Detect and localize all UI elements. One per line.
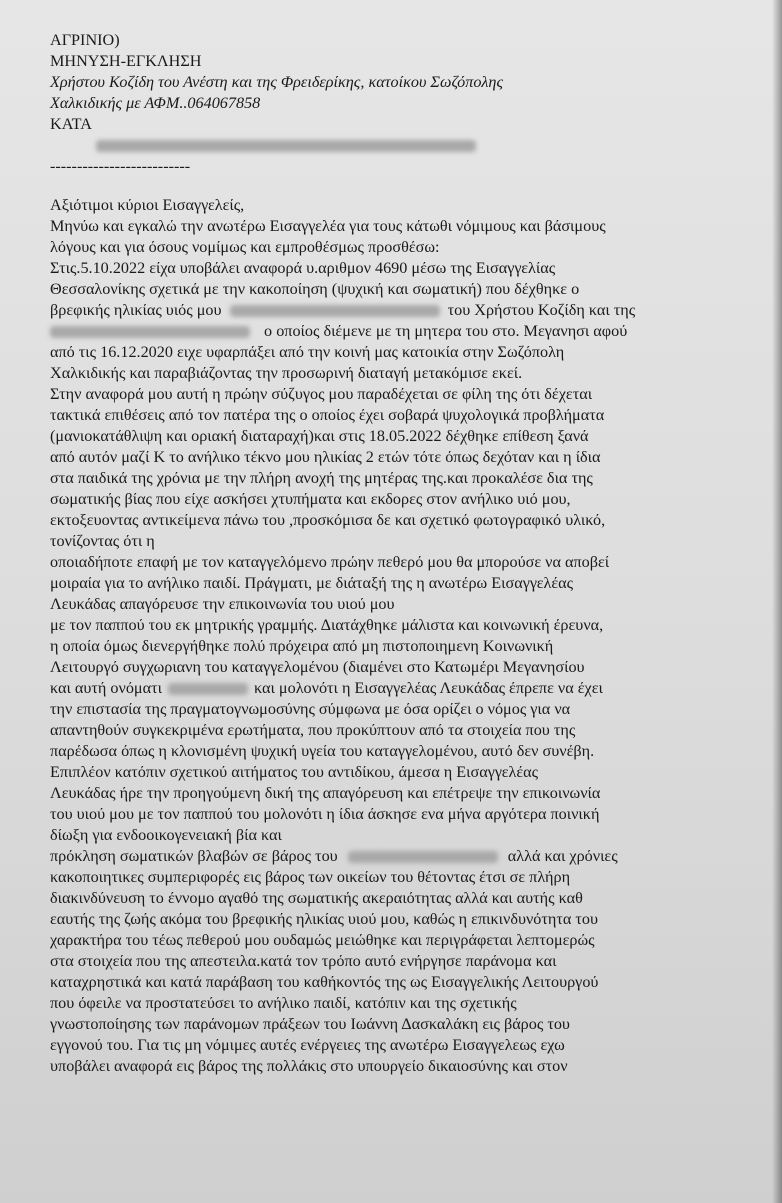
- body-text: και μολονότι η Εισαγγελέας Λευκάδας έπρεπε να έχει: [254, 679, 603, 697]
- redacted-name-row: [50, 135, 750, 156]
- page-edge-shadow: [772, 0, 782, 1203]
- redaction-blur: [168, 683, 248, 695]
- redaction-blur: [230, 305, 440, 317]
- body-line: εκτοξευοντας αντικείμενα πάνω του ,προσκόμισα δε και σχετικό φωτογραφικό υλικό,: [50, 511, 606, 529]
- body-line: από αυτόν μαζί Κ το ανήλικο τέκνο μου ηλικίας 2 ετών τότε όπως δεχόταν και η ίδια: [50, 448, 601, 466]
- body-line: εγγονού του. Για τις μη νόμιμες αυτές ενέργειες της ανωτέρω Εισαγγελεως εχω: [50, 1036, 565, 1054]
- header-line-4: Χαλκιδικής με ΑΦΜ..064067858: [50, 94, 261, 112]
- body-line: καταχρηστικά και κατά παράβαση του καθήκοντός της ως Εισαγγελικής Λειτουργού: [50, 973, 599, 991]
- body-line: [50, 678, 750, 699]
- body-line: από τις 16.12.2020 ειχε υφαρπάξει από την κοινή μας κατοικία στην Σωζόπολη: [50, 343, 565, 361]
- body-line: Θεσσαλονίκης σχετικά με την κακοποίηση (ψυχική και σωματική) που δέχθηκε ο: [50, 280, 580, 298]
- body-text: του Χρήστου Κοζίδη και της: [447, 301, 636, 319]
- body-text: και αυτή ονόματι: [50, 679, 162, 697]
- header-line-1: ΑΓΡΙΝΙΟ): [50, 31, 120, 49]
- body-line: [50, 321, 750, 342]
- body-line: στα στοιχεία που της απεστειλα.κατά τον τρόπο αυτό ενήργησε παράνομα και: [50, 952, 557, 970]
- body-line: δίωξη για ενδοοικογενειακή βία και: [50, 826, 282, 844]
- body-line: [50, 300, 750, 321]
- body-line: οποιαδήποτε επαφή με τον καταγγελόμενο πρώην πεθερό μου θα μπορούσε να αποβεί: [50, 553, 610, 571]
- body-line: που όφειλε να προστατεύσει το ανήλικο παιδί, κατόπιν και της σχετικής: [50, 994, 517, 1012]
- body-line: Επιπλέον κατόπιν σχετικού αιτήματος του αντιδίκου, άμεσα η Εισαγγελέας: [50, 763, 539, 781]
- header-line-3: Χρήστου Κοζίδη του Ανέστη και της Φρειδερίκης, κατοίκου Σωζόπολης: [50, 73, 504, 91]
- body-line: μοιραία για το ανήλικο παιδί. Πράγματι, με διάταξή της η ανωτέρω Εισαγγελέας: [50, 574, 574, 592]
- body-line: η οποία όμως διενεργήθηκε πολύ πρόχειρα από μη πιστοποιημενη Κοινωνική: [50, 637, 554, 655]
- header-line-2: ΜΗΝΥΣΗ-ΕΓΚΛΗΣΗ: [50, 52, 202, 70]
- body-line: με τον παππού του εκ μητρικής γραμμής. Διατάχθηκε μάλιστα και κοινωνική έρευνα,: [50, 616, 604, 634]
- body-line: υποβάλει αναφορά εις βάρος της πολλάκις στο υπουργείο δικαιοσύνης και στον: [50, 1057, 568, 1075]
- body-line: τονίζοντας ότι η: [50, 532, 155, 550]
- letter-text: [50, 30, 750, 1077]
- redaction-blur: [96, 140, 476, 152]
- body-line: εαυτής της ζωής ακόμα του βρεφικής ηλικίας υιού μου, καθώς η επικινδυνότητα του: [50, 910, 599, 928]
- body-text: αλλά και χρόνιες: [507, 847, 618, 865]
- header-separator: --------------------------: [50, 157, 191, 175]
- body-line: διακινδύνευση το έννομο αγαθό της σωματικής ακεραιότητας αλλά και αυτής καθ: [50, 889, 583, 907]
- body-line: χαρακτήρα του τέως πεθερού μου ουδαμώς μειώθηκε και περιγράφεται λεπτομερώς: [50, 931, 595, 949]
- body-line: [50, 846, 750, 867]
- body-line: Στις.5.10.2022 είχα υποβάλει αναφορά υ.αριθμον 4690 μέσω της Εισαγγελίας: [50, 259, 556, 277]
- body-text: βρεφικής ηλικίας υιός μου: [50, 301, 222, 319]
- body-line: απαντηθούν συγκεκριμένα ερωτήματα, που προκύπτουν από τα στοιχεία που της: [50, 721, 576, 739]
- body-line: (μανιοκατάθλιψη και οριακή διαταραχή)και στις 18.05.2022 δέχθηκε επίθεση ξανά: [50, 427, 589, 445]
- body-line: στα παιδικά της χρόνια με την πλήρη ανοχή της μητέρας της.και προκαλέσε δια της: [50, 469, 593, 487]
- body-line: σωματικής βίας που είχε ασκήσει χτυπήματα και εκδορες στον ανήλικο υιό μου,: [50, 490, 571, 508]
- body-line: Μηνύω και εγκαλώ την ανωτέρω Εισαγγελέα για τους κάτωθι νόμιμους και βάσιμους: [50, 217, 606, 235]
- body-line: Λειτουργό συγχωριανη του καταγγελομένου (διαμένει στο Κατωμέρι Μεγανησίου: [50, 658, 585, 676]
- salutation: Αξιότιμοι κύριοι Εισαγγελείς,: [50, 196, 245, 214]
- body-line: του υιού μου με τον παππού του μολονότι η ίδια άσκησε ενα μήνα αργότερα ποινική: [50, 805, 600, 823]
- redaction-blur: [348, 851, 498, 863]
- body-line: τακτικά επιθέσεις από τον πατέρα της ο οποίος έχει σοβαρά ψυχολογικά προβλήματα: [50, 406, 605, 424]
- body-line: παρέδωσα όπως η κλονισμένη ψυχική υγεία του καταγγελομένου, αυτό δεν συνέβη.: [50, 742, 595, 760]
- body-line: Στην αναφορά μου αυτή η πρώην σύζυγος μου παραδέχεται σε φίλη της ότι δέχεται: [50, 385, 593, 403]
- body-line: γνωστοποίησης των παράνομων πράξεων του Ιωάννη Δασκαλάκη εις βάρος του: [50, 1015, 570, 1033]
- body-text: πρόκληση σωματικών βλαβών σε βάρος του: [50, 847, 338, 865]
- body-text: ο οποίος διέμενε με τη μητερα του στο. Μεγανησι αφού: [264, 322, 628, 340]
- header-line-5: ΚΑΤΑ: [50, 115, 92, 133]
- body-line: Λευκάδας απαγόρευσε την επικοινωνία του υιού μου: [50, 595, 395, 613]
- redaction-blur: [50, 326, 250, 338]
- body-line: Λευκάδας ήρε την προηγούμενη δική της απαγόρευση και επέτρεψε την επικοινωνία: [50, 784, 601, 802]
- body-line: λόγους και για όσους νομίμως και εμπροθέσμως προσθέσω:: [50, 238, 440, 256]
- body-line: κακοποιητικες συμπεριφορές εις βάρος των οικείων του θέτοντας έτσι σε πλήρη: [50, 868, 571, 886]
- body-line: την επιστασία της πραγματογνωμοσύνης σύμφωνα με όσα ορίζει ο νόμος για να: [50, 700, 571, 718]
- body-line: Χαλκιδικής και παραβιάζοντας την προσωρινή διαταγή μετακόμισε εκεί.: [50, 364, 523, 382]
